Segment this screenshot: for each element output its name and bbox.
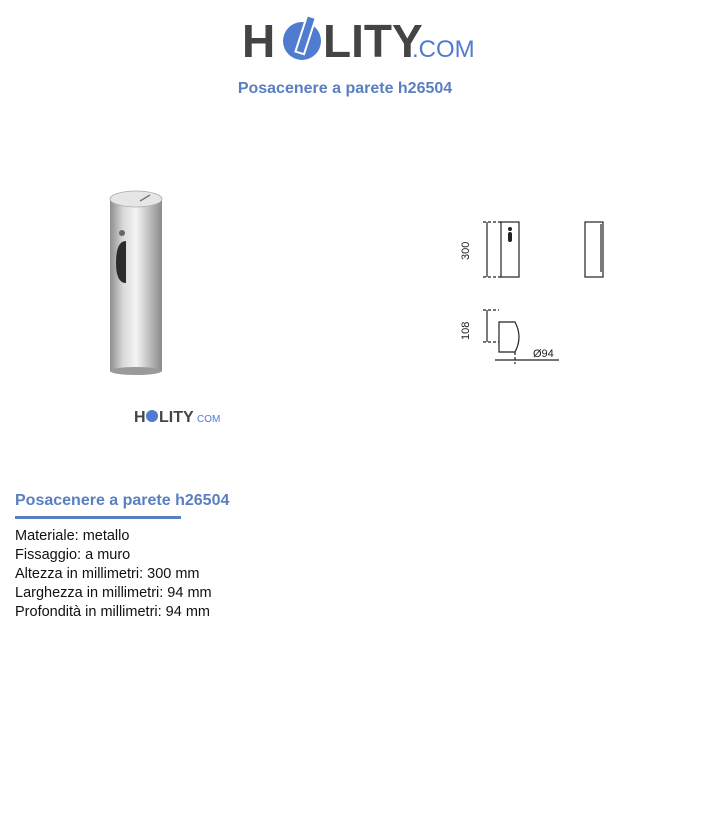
spec-height: Altezza in millimetri: 300 mm [15, 566, 200, 582]
product-details [15, 492, 415, 622]
spec-depth: Profondità in millimetri: 94 mm [15, 604, 210, 620]
section-title: Posacenere a parete h26504 [15, 492, 230, 509]
ashtray-body [110, 191, 162, 375]
logo-text-com: .COM [412, 36, 475, 63]
svg-text:H: H [134, 409, 146, 426]
logo-circle-icon [283, 14, 321, 60]
title-underline [15, 516, 181, 519]
svg-text:LITY: LITY [159, 409, 194, 426]
logo-text-h: H [242, 15, 276, 67]
front-opening-icon [508, 232, 512, 242]
spec-material: Materiale: metallo [15, 528, 130, 544]
page-title: Posacenere a parete h26504 [237, 80, 453, 97]
dimension-depth: 108 [460, 321, 472, 340]
dimension-height: 300 [460, 241, 472, 260]
product-image [90, 185, 240, 435]
svg-text:COM: COM [197, 414, 221, 425]
dimension-diameter: Ø94 [533, 348, 554, 360]
technical-drawing [455, 212, 620, 372]
spec-width: Larghezza in millimetri: 94 mm [15, 585, 212, 601]
logo-text-lity: LITY [323, 15, 423, 67]
spec-mounting: Fissaggio: a muro [15, 547, 131, 563]
site-logo[interactable] [240, 10, 485, 70]
watermark-logo [134, 409, 220, 426]
